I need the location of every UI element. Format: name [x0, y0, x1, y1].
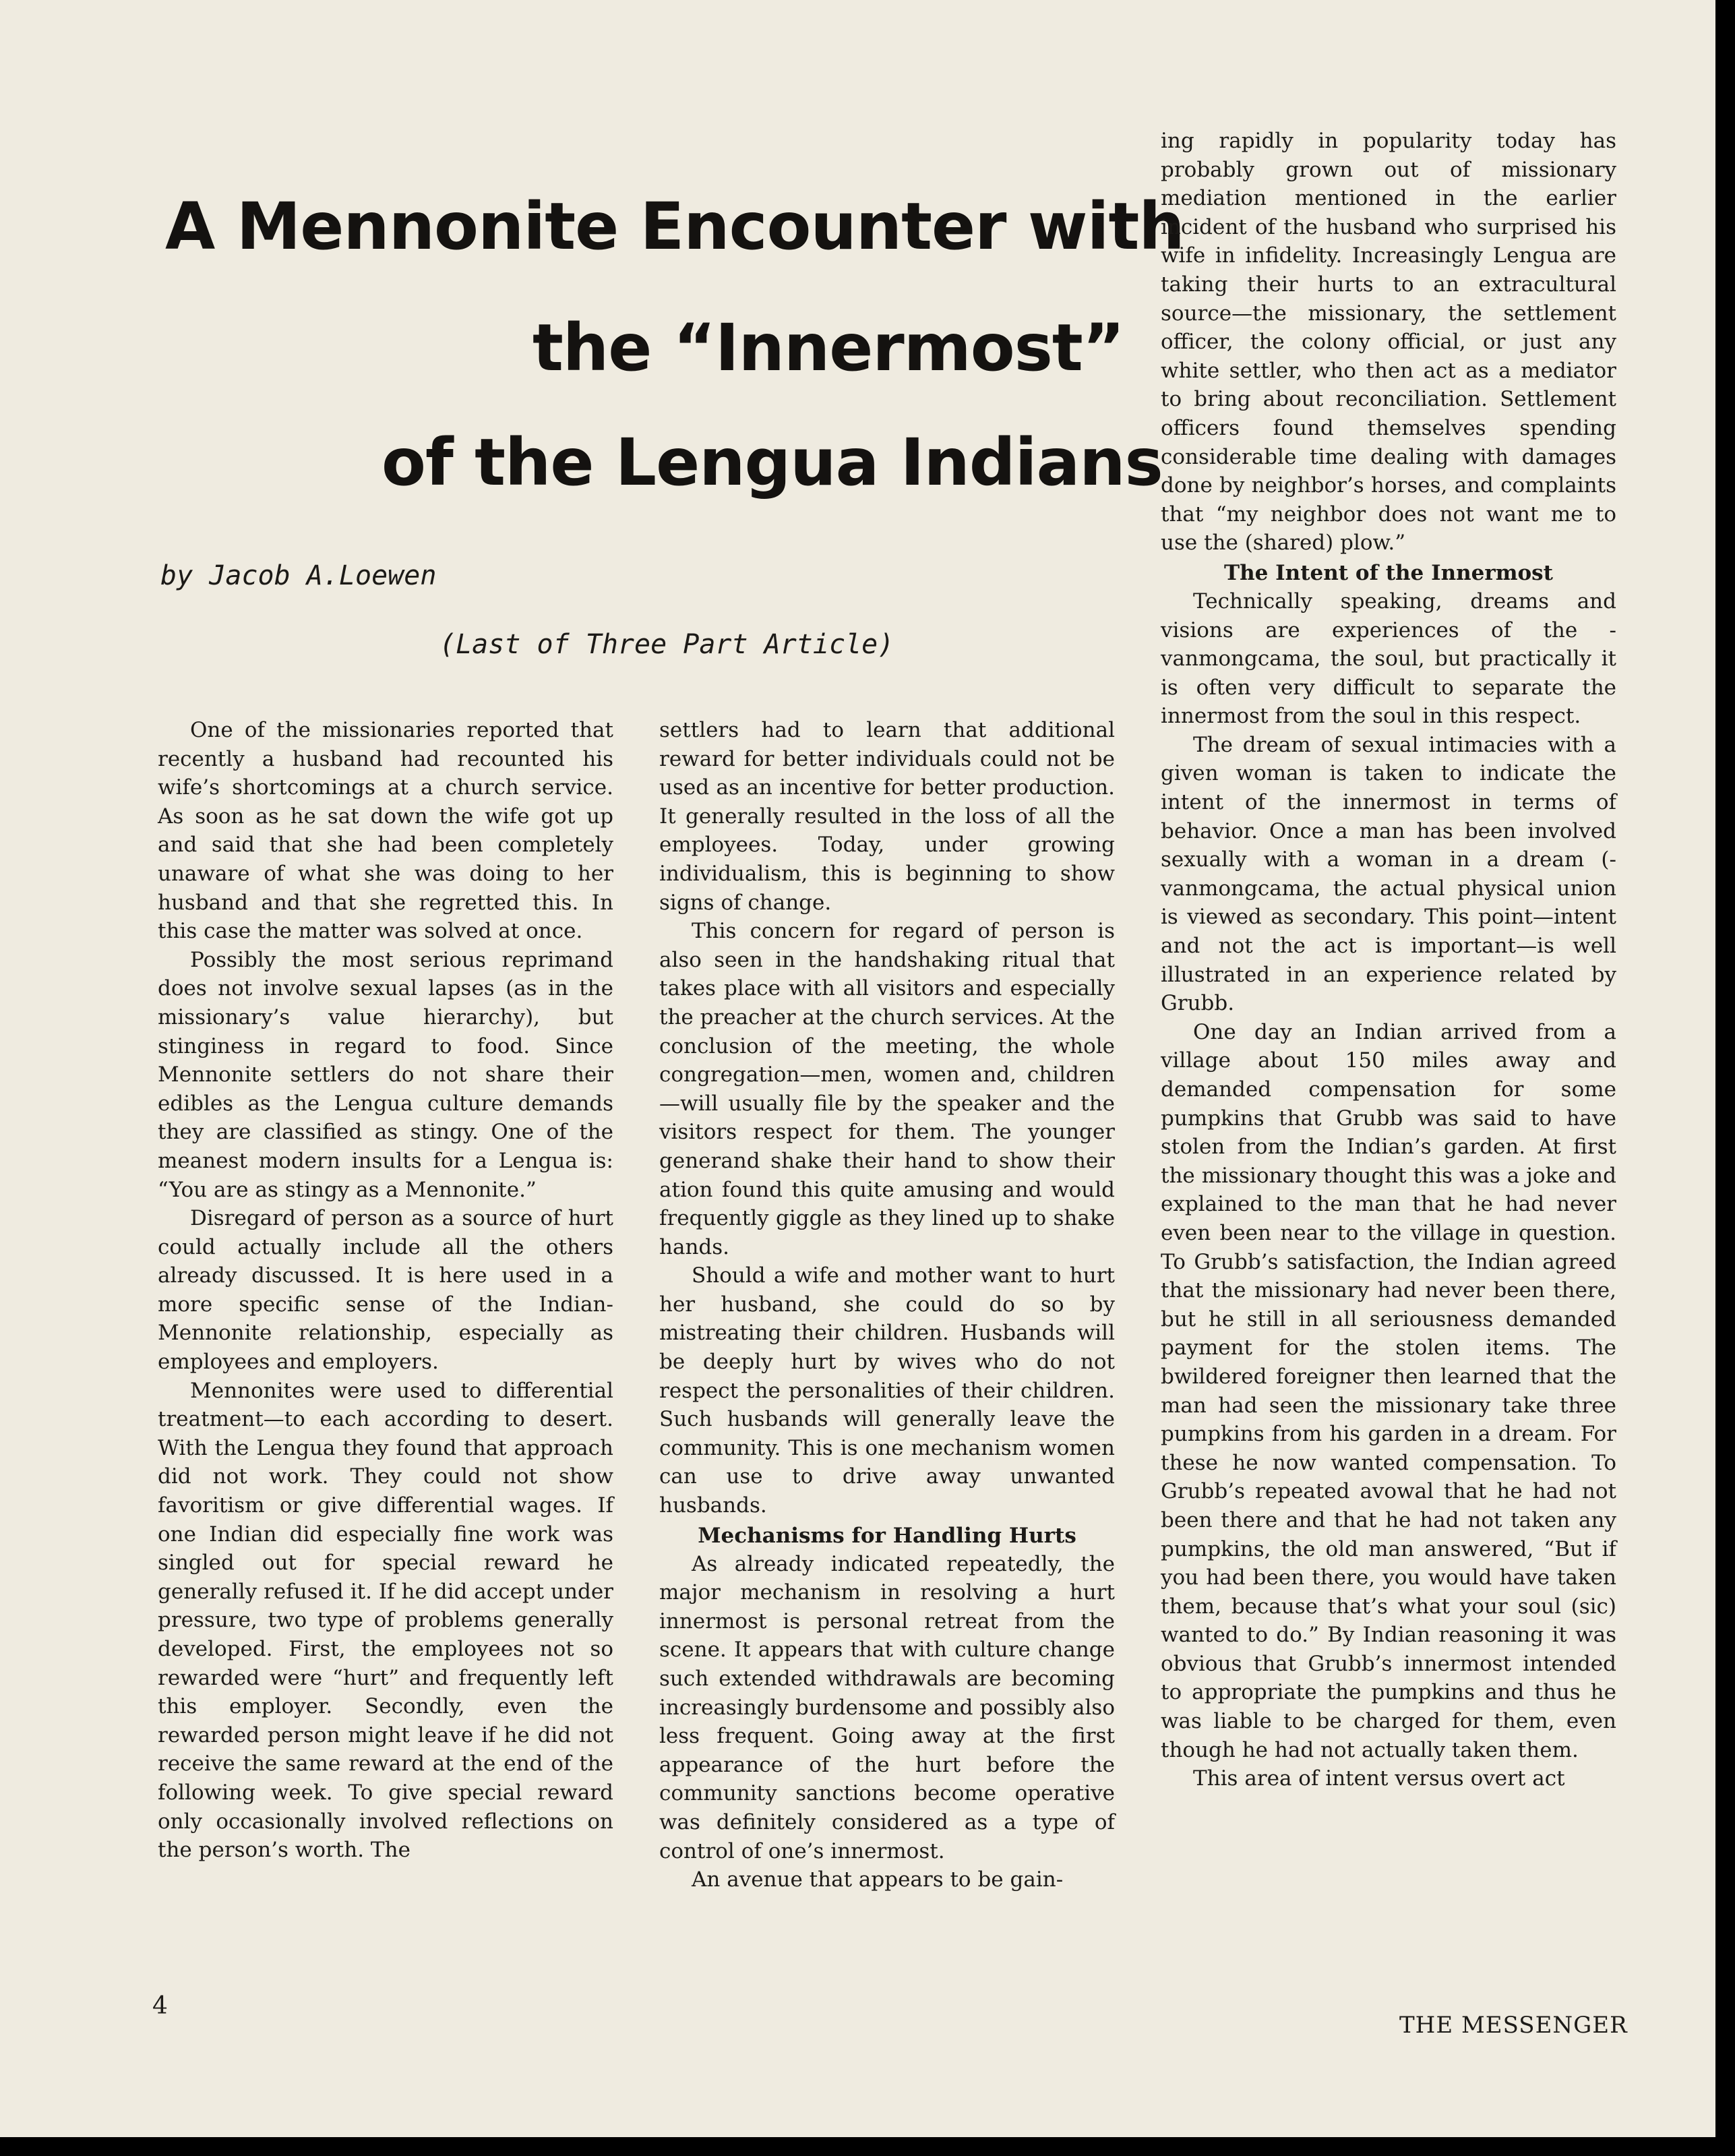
- paragraph: This area of intent versus overt act: [1193, 1766, 1565, 1791]
- paragraph: Mennonites were used to differential treatment—to each according to desert. With the Lengua they found that approach did not work. They could not show favoritism or give differential wages. If one Indian did especially fine work was singled out for special reward he generally refused it. If he did accept under pressure, two type of problems generally developed. First, the employees not so rewarded were “hurt” and frequently left this employer. Secondly, even the rewarded person might leave if he did not receive the same reward at the end of the following week. To give special reward only occasionally involved reflections on the person’s worth. The: [158, 1378, 613, 1863]
- paragraph: As already indicated repeatedly, the major mechanism in resolving a hurt innermost is personal retreat from the scene. It appears that with culture change such extended withdrawals are becoming increasingly burdensome and possibly also less frequent. Going away at the first appearance of the hurt before the community sanctions become operative was definitely considered as a type of control of one’s innermost.: [659, 1551, 1115, 1863]
- section-heading: The Intent of the Innermost: [1224, 560, 1553, 585]
- publication-name: THE MESSENGER: [1399, 2012, 1628, 2039]
- paragraph: The dream of sexual intimacies with a given woman is taken to indicate the intent of the innermost in terms of behavior. Once a man has been involved sexually with a woman in a dream (-vanmongcama, the actual physical union is viewed as secondary. This point—intent and not the act is important—is well illustrated in an experience related by Grubb.: [1161, 732, 1616, 1016]
- page-number: 4: [152, 1992, 168, 2020]
- text-column-2: [659, 716, 1115, 1894]
- paragraph: One of the missionaries reported that recently a husband had recounted his wife’s shortcomings at a church service. As soon as he sat down the wife got up and said that she had been completely unaware of what she was doing to her husband and that she regretted this. In this case the matter was solved at once.: [158, 718, 613, 944]
- section-heading: Mechanisms for Handling Hurts: [698, 1523, 1076, 1548]
- article-subtitle: (Last of Three Part Article): [439, 629, 894, 660]
- article-title-line-2: the “Innermost”: [532, 310, 1124, 386]
- paragraph: One day an Indian arrived from a village about 150 miles away and demanded compensation for some pumpkins that Grubb was said to have stolen from the Indian’s garden. At first the missionary thought this was a joke and explained to the man that he had never even been near to the village in question. To Grubb’s satisfaction, the Indian agreed that the missionary had never been there, but he still in all seriousness demanded payment for the stolen items. The bwildered foreigner then learned that the man had seen the missionary take three pumpkins from his garden in a dream. For these he now wanted compensation. To Grubb’s repeated avowal that he had not been there and that he had not taken any pumpkins, the old man answered, “But if you had been there, you would have taken them, because that’s what your soul (sic) wanted to do.” By Indian reasoning it was obvious that Grubb’s innermost intended to appropriate the pumpkins and thus he was liable to be charged for them, even though he had not actually taken them.: [1161, 1019, 1616, 1762]
- paragraph: This concern for regard of person is also seen in the handshaking ritual that takes place with all visitors and especially the preacher at the church services. At the conclusion of the meeting, the whole congregation—men, women and, children—will usually file by the speaker and the visitors respect for them. The younger generand shake their hand to show their ation found this quite amusing and would frequently giggle as they lined up to shake hands.: [659, 919, 1115, 1259]
- paragraph: Disregard of person as a source of hurt could actually include all the others already discussed. It is here used in a more specific sense of the Indian-Mennonite relationship, especially as employees and employers.: [158, 1206, 613, 1375]
- article-title-line-3: of the Lengua Indians: [382, 425, 1163, 500]
- text-column-1: [158, 716, 613, 1865]
- text-column-3: [1161, 127, 1616, 1793]
- paragraph: Possibly the most serious reprimand does not involve sexual lapses (as in the missionary’s value hierarchy), but stinginess in regard to food. Since Mennonite settlers do not share their edibles as the Lengua culture demands they are classified as stingy. One of the meanest modern insults for a Lengua is: “You are as stingy as a Mennonite.”: [158, 947, 613, 1202]
- article-title-line-1: A Mennonite Encounter with: [165, 189, 1184, 264]
- paragraph: Should a wife and mother want to hurt her husband, she could do so by mistreating their children. Husbands will be deeply hurt by wives who do not respect the personalities of their children. Such husbands will generally leave the community. This is one mechanism women can use to drive away unwanted husbands.: [659, 1263, 1115, 1518]
- author-byline: by Jacob A.Loewen: [160, 560, 437, 591]
- paragraph: settlers had to learn that additional reward for better individuals could not be used as an incentive for better production. It generally resulted in the loss of all the employees. Today, under growing individualism, this is beginning to show signs of change.: [659, 718, 1115, 915]
- paragraph: An avenue that appears to be gain-: [692, 1867, 1064, 1892]
- paragraph: ing rapidly in popularity today has probably grown out of missionary mediation mentioned in the earlier incident of the husband who surprised his wife in infidelity. Increasingly Lengua are taking their hurts to an extracultural source—the missionary, the settlement officer, the colony official, or just any white settler, who then act as a mediator to bring about reconciliation. Settlement officers found themselves spending considerable time dealing with damages done by neighbor’s horses, and complaints that “my neighbor does not want me to use the (shared) plow.”: [1161, 129, 1616, 556]
- paragraph: Technically speaking, dreams and visions are experiences of the -vanmongcama, the soul, but practically it is often very difficult to separate the innermost from the soul in this respect.: [1161, 589, 1616, 729]
